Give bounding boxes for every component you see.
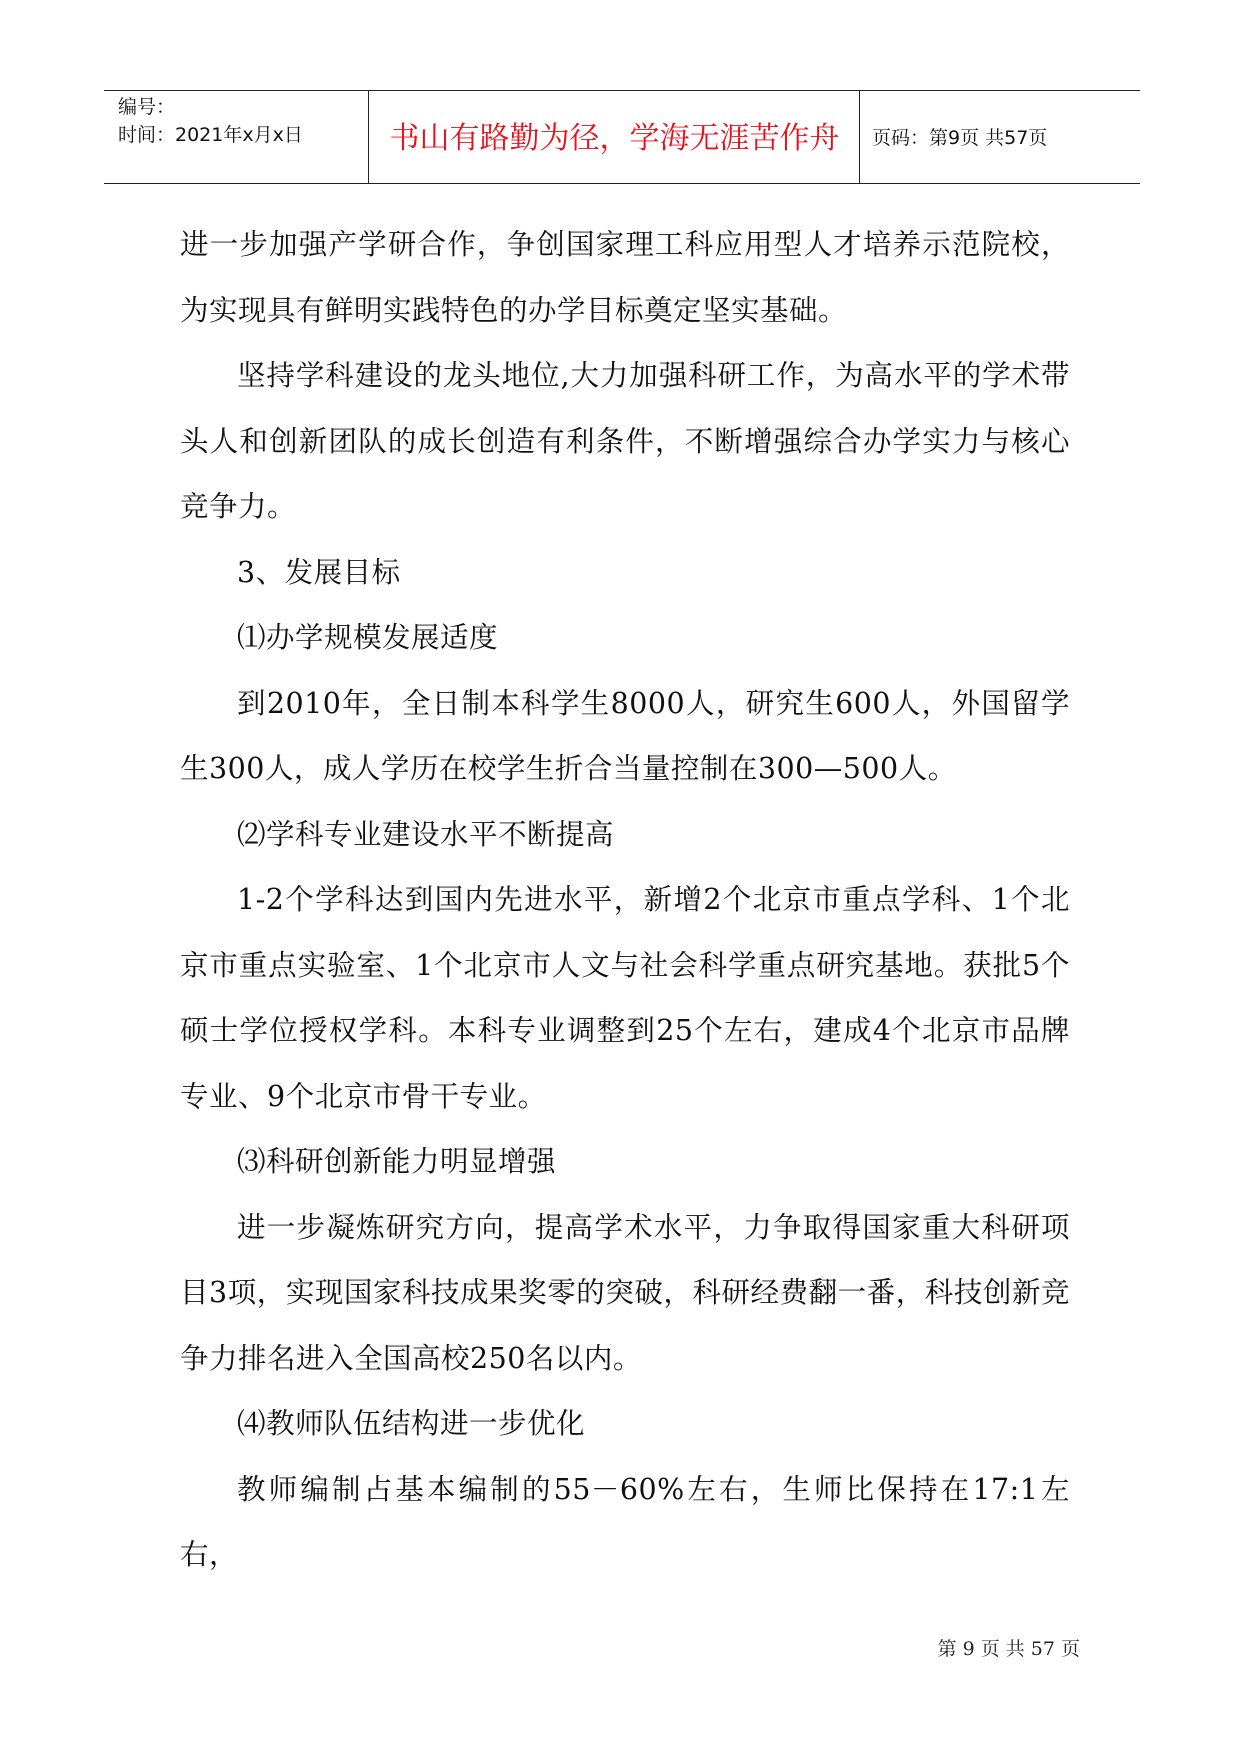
subheading-faculty: ⑷教师队伍结构进一步优化 <box>237 1407 586 1440</box>
paragraph-cooperation: 进一步加强产学研合作，争创国家理工科应用型人才培养示范院校，为实现具有鲜明实践特色的办学目标奠定坚实基础。 <box>180 228 1070 327</box>
header-divider-right <box>859 91 860 183</box>
paragraph-faculty: 教师编制占基本编制的55－60%左右，生师比保持在17:1左右， <box>180 1472 1070 1571</box>
paragraph-research: 进一步凝炼研究方向，提高学术水平，力争取得国家重大科研项目3项，实现国家科技成果奖零的突破，科研经费翻一番，科技创新竞争力排名进入全国高校250名以内。 <box>180 1210 1070 1375</box>
paragraph-discipline: 坚持学科建设的龙头地位,大力加强科研工作，为高水平的学术带头人和创新团队的成长创造有利条件，不断增强综合办学实力与核心竞争力。 <box>180 359 1070 523</box>
document-body <box>180 212 1070 1588</box>
header-info <box>118 93 368 149</box>
section-heading-goals: 3、发展目标 <box>237 555 401 589</box>
subheading-research: ⑶科研创新能力明显增强 <box>237 1145 557 1178</box>
subheading-scale: ⑴办学规模发展适度 <box>237 621 499 654</box>
subheading-discipline: ⑵学科专业建设水平不断提高 <box>237 817 615 851</box>
header-motto: 书山有路勤为径，学海无涯苦作舟 <box>389 121 840 156</box>
date-label: 时间：2021年x月x日 <box>118 124 303 146</box>
serial-number-label: 编号： <box>118 96 176 118</box>
page-footer: 第 9 页 共 57 页 <box>937 1638 1080 1660</box>
page-header <box>104 90 1140 184</box>
header-page-number: 页码：第9页 共57页 <box>872 127 1048 149</box>
header-divider-left <box>368 91 369 183</box>
paragraph-scale: 到2010年，全日制本科学生8000人，研究生600人，外国留学生300人，成人学历在校学生折合当量控制在300—500人。 <box>180 686 1070 785</box>
paragraph-discipline-targets: 1-2个学科达到国内先进水平，新增2个北京市重点学科、1个北京市重点实验室、1个北京市人文与社会科学重点研究基地。获批5个硕士学位授权学科。本科专业调整到25个左右，建成4个北京市品牌专业、9个北京市骨干专业。 <box>180 883 1070 1113</box>
